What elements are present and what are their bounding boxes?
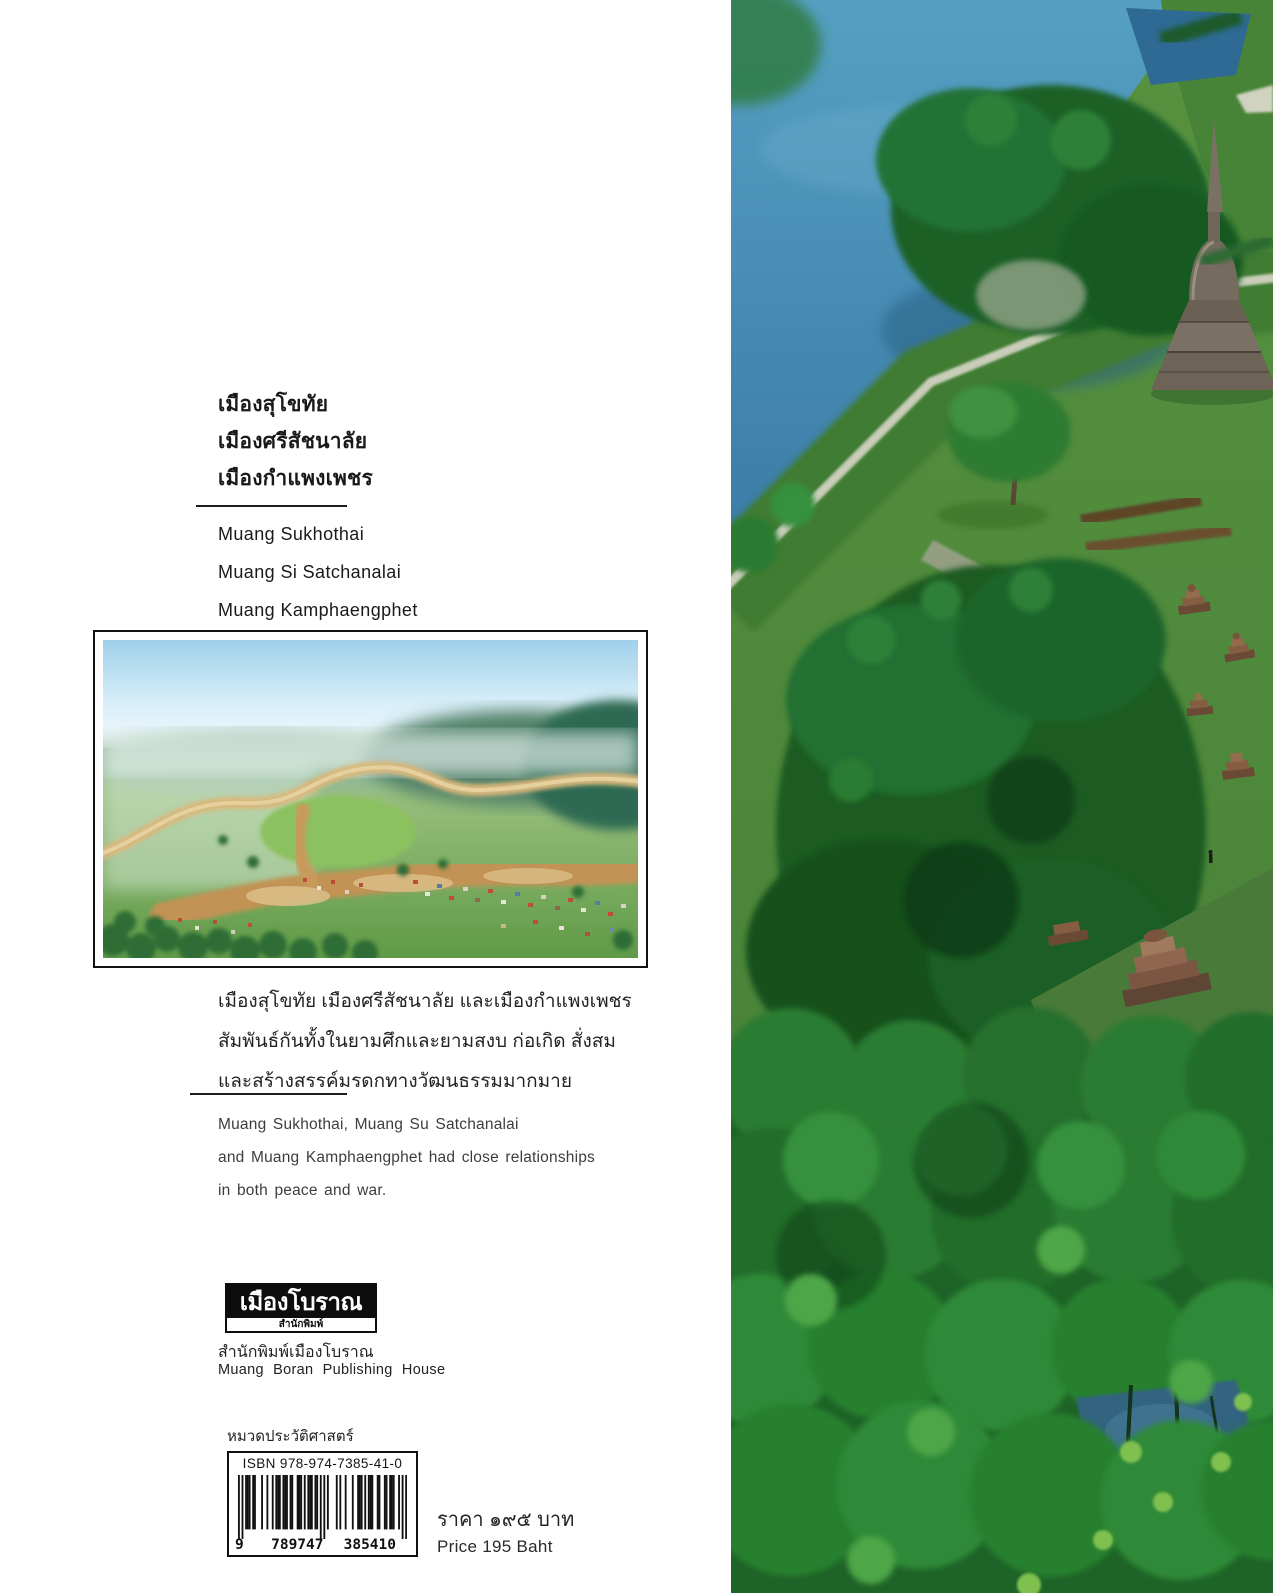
- english-synopsis-line: Muang Sukhothai, Muang Su Satchanalai: [218, 1116, 519, 1133]
- inset-photo-river-aerial: [103, 640, 638, 958]
- thai-title-line: เมืองสุโขทัย: [218, 393, 329, 416]
- publisher-logo-wordmark: เมืองโบราณ: [239, 1289, 363, 1316]
- publisher-logo-subtitle: สำนักพิมพ์: [227, 1318, 375, 1331]
- english-synopsis-line: in both peace and war.: [218, 1182, 387, 1199]
- category-label: หมวดประวัติศาสตร์: [227, 1428, 354, 1445]
- barcode-digit-group: 9: [235, 1537, 244, 1553]
- publisher-logo: [225, 1283, 377, 1333]
- thai-synopsis-line: สัมพันธ์กันทั้งในยามศึกและยามสงบ ก่อเกิด สั่งสม: [218, 1031, 616, 1052]
- english-synopsis: [218, 1108, 595, 1207]
- divider: [190, 1093, 347, 1095]
- thai-title-line: เมืองศรีสัชนาลัย: [218, 430, 368, 453]
- english-title-line: Muang Sukhothai: [218, 524, 365, 544]
- english-title-line: Muang Kamphaengphet: [218, 600, 418, 620]
- thai-synopsis-line: เมืองสุโขทัย เมืองศรีสัชนาลัย และเมืองกำแพงเพชร: [218, 991, 632, 1012]
- thai-title-line: เมืองกำแพงเพชร: [218, 467, 373, 490]
- divider: [196, 505, 347, 507]
- isbn-barcode-box: [227, 1451, 418, 1557]
- ean-barcode: [238, 1475, 407, 1539]
- english-synopsis-line: and Muang Kamphaengphet had close relationships: [218, 1149, 596, 1166]
- cover-photo-sukhothai-aerial: [731, 0, 1273, 1593]
- thai-synopsis-line: และสร้างสรรค์มรดกทางวัฒนธรรมมากมาย: [218, 1071, 572, 1092]
- english-title-line: Muang Si Satchanalai: [218, 562, 402, 582]
- publisher-name-thai: สำนักพิมพ์เมืองโบราณ: [218, 1344, 374, 1361]
- price-english: Price 195 Baht: [437, 1537, 553, 1556]
- thai-title-block: [218, 386, 373, 497]
- barcode-digit-group: 385410: [343, 1537, 396, 1553]
- barcode-digits: [235, 1537, 410, 1553]
- cover-photo-art: [731, 0, 1273, 1593]
- tiny-person: [1209, 850, 1213, 863]
- english-title-block: [218, 515, 418, 629]
- barcode-digit-group: 789747: [271, 1537, 324, 1553]
- publisher-name-english: Muang Boran Publishing House: [218, 1362, 446, 1378]
- isbn-label: ISBN 978-974-7385-41-0: [242, 1456, 403, 1471]
- price-thai: ราคา ๑๙๕ บาท: [437, 1509, 575, 1531]
- inset-photo-frame: [93, 630, 648, 968]
- thai-synopsis: [218, 982, 632, 1102]
